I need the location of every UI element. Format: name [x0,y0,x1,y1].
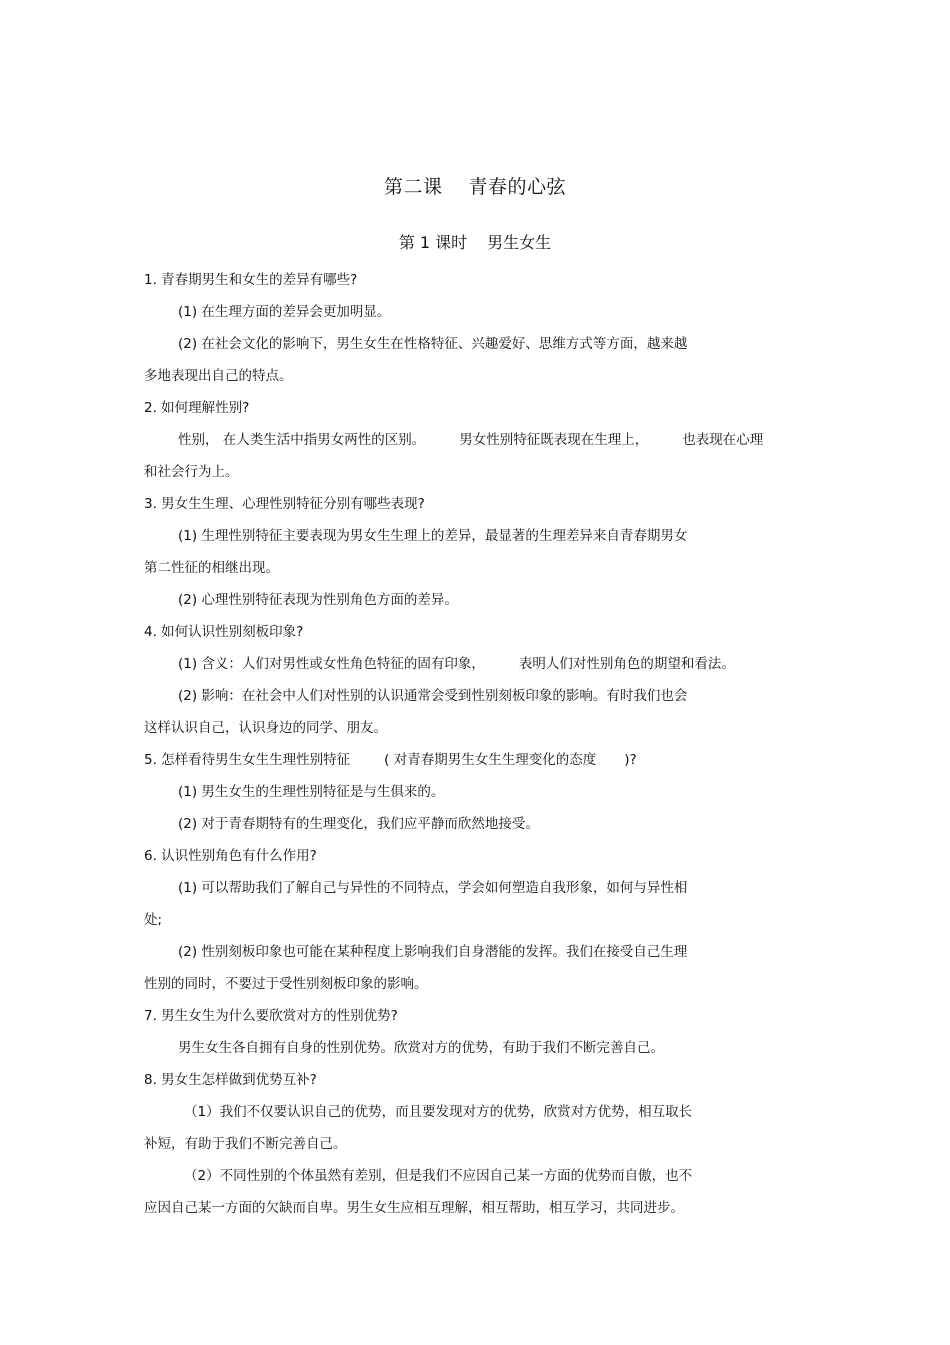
answer-8-1: （1）我们不仅要认识自己的优势，而且要发现对方的优势，欣赏对方优势，相互取长 [184,1104,693,1120]
answer-4-2: (2) 影响：在社会中人们对性别的认识通常会受到性别刻板印象的影响。有时我们也会 [178,688,688,704]
section-title [0,230,950,253]
answer-6-1-cont: 处; [144,912,163,928]
question-1: 1. 青春期男生和女生的差异有哪些? [144,272,358,288]
answer-3-1: (1) 生理性别特征主要表现为男女生生理上的差异，最显著的生理差异来自青春期男女 [178,528,688,544]
answer-8-2: （2）不同性别的个体虽然有差别，但是我们不应因自己某一方面的优势而自傲，也不 [184,1168,693,1184]
answer-8-2-cont: 应因自己某一方面的欠缺而自卑。男生女生应相互理解，相互帮助，相互学习，共同进步。 [144,1200,684,1216]
answer-5-1: (1) 男生女生的生理性别特征是与生俱来的。 [178,784,445,800]
answer-7: 男生女生各自拥有自身的性别优势。欣赏对方的优势，有助于我们不断完善自己。 [178,1040,664,1056]
answer-4-2-cont: 这样认识自己，认识身边的同学、朋友。 [144,720,387,736]
answer-8-1-cont: 补短，有助于我们不断完善自己。 [144,1136,347,1152]
answer-2-cont: 和社会行为上。 [144,464,239,480]
section-title-left: 第 1 课时 [398,233,468,252]
question-3: 3. 男女生生理、心理性别特征分别有哪些表现? [144,496,425,512]
answer-4-1 [144,648,804,680]
answer-6-2-cont: 性别的同时，不要过于受性别刻板印象的影响。 [144,976,428,992]
answer-1-2: (2) 在社会文化的影响下，男生女生在性格特征、兴趣爱好、思维方式等方面，越来越 [178,336,688,352]
answer-2-part-2: 男女性别特征既表现在生理上， [459,432,649,448]
question-4: 4. 如何认识性别刻板印象? [144,624,304,640]
answer-5-2: (2) 对于青春期特有的生理变化，我们应平静而欣然地接受。 [178,816,539,832]
answer-3-2: (2) 心理性别特征表现为性别角色方面的差异。 [178,592,458,608]
answer-6-2: (2) 性别刻板印象也可能在某种程度上影响我们自身潜能的发挥。我们在接受自己生理 [178,944,688,960]
question-5-part-3: )? [624,752,637,768]
answer-3-1-cont: 第二性征的相继出现。 [144,560,279,576]
answer-2-part-1: 性别， 在人类生活中指男女两性的区别。 [178,432,426,448]
question-8: 8. 男女生怎样做到优势互补? [144,1072,317,1088]
answer-4-1-part-2: 表明人们对性别角色的期望和看法。 [518,656,735,672]
question-7: 7. 男生女生为什么要欣赏对方的性别优势? [144,1008,398,1024]
section-title-right: 男生女生 [487,233,552,252]
answer-1-2-cont: 多地表现出自己的特点。 [144,368,293,384]
question-5 [144,744,804,776]
answer-4-1-part-1: (1) 含义：人们对男性或女性角色特征的固有印象， [178,656,485,672]
lesson-title [0,172,950,199]
answer-2 [144,424,804,456]
lesson-title-left: 第二课 [383,176,443,198]
lesson-title-right: 青春的心弦 [468,176,567,198]
answer-2-part-3: 也表现在心理 [682,432,764,448]
question-5-part-1: 5. 怎样看待男生女生生理性别特征 [144,752,351,768]
question-6: 6. 认识性别角色有什么作用? [144,848,317,864]
question-5-part-2: ( 对青春期男生女生生理变化的态度 [384,752,597,768]
question-2: 2. 如何理解性别? [144,400,250,416]
answer-1-1: (1) 在生理方面的差异会更加明显。 [178,304,391,320]
document-body [144,264,804,1224]
answer-6-1: (1) 可以帮助我们了解自己与异性的不同特点，学会如何塑造自我形象，如何与异性相 [178,880,688,896]
